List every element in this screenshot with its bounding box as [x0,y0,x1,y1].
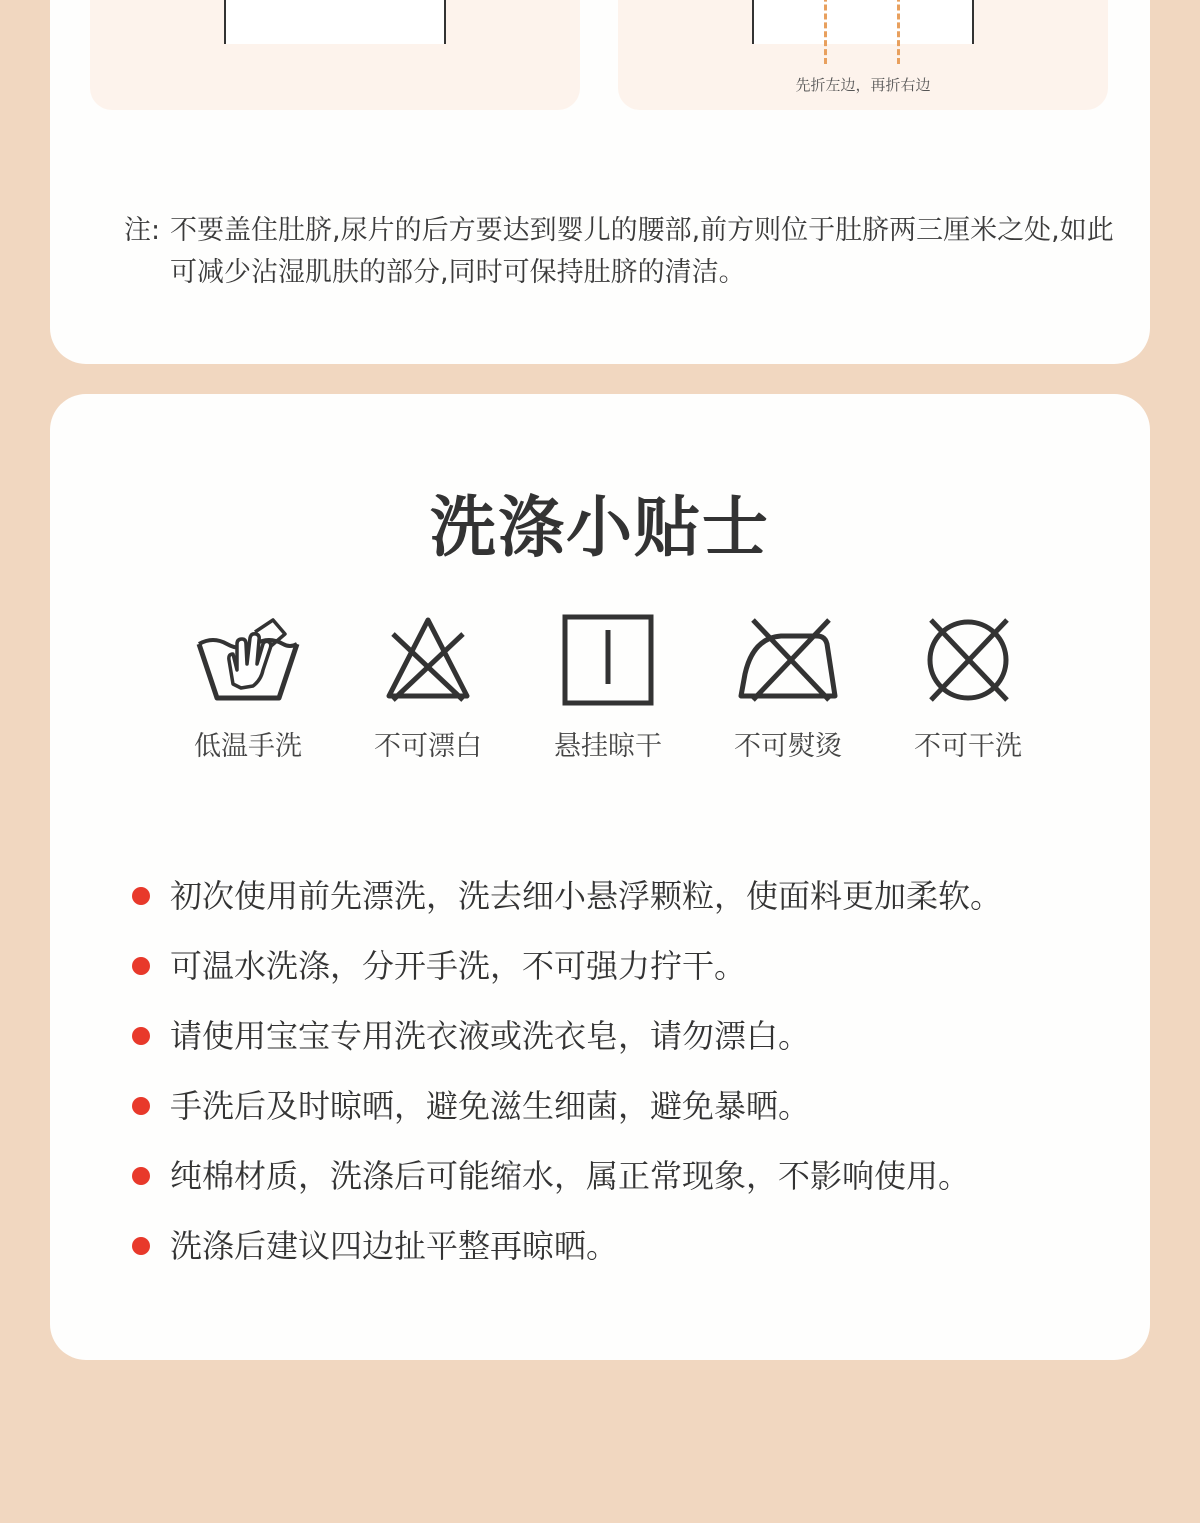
list-item [132,1004,1112,1074]
fold-step-panel-right [618,0,1108,110]
note-body: 不要盖住肚脐,尿片的后方要达到婴儿的腰部,前方则位于肚脐两三厘米之处,如此可减少沾湿肌肤的部分,同时可保持肚脐的清洁。 [170,215,1114,288]
bullet-dot [132,1167,150,1185]
section-title: 洗涤小贴士 [430,489,770,566]
hand-wash-icon [193,614,303,706]
bullet-dot [132,887,150,905]
care-symbol-line-dry [538,614,678,763]
no-bleach-icon [373,614,483,706]
tip-text: 请使用宝宝专用洗衣液或洗衣皂，请勿漂白。 [170,1017,811,1055]
no-iron-icon [733,614,843,706]
line-dry-icon [553,614,663,706]
bullet-dot [132,1237,150,1255]
no-dry-clean-icon [913,614,1023,706]
tip-text: 纯棉材质，洗涤后可能缩水，属正常现象，不影响使用。 [170,1157,971,1195]
diaper-fold-illustration [752,0,974,44]
care-label-hand-wash: 低温手洗 [194,731,302,762]
note-text [124,210,1114,294]
bullet-dot [132,957,150,975]
care-symbol-no-dry-clean [898,614,1038,763]
list-item [132,1214,1112,1284]
care-label-no-bleach: 不可漂白 [374,731,482,762]
fold-caption: 先折左边，再折右边 [795,76,931,94]
note-prefix: 注: [124,215,161,246]
bullet-dot [132,1027,150,1045]
wash-tips-card [50,394,1150,1360]
list-item [132,1144,1112,1214]
care-symbol-no-iron [718,614,858,763]
diaper-illustration [224,0,446,44]
tip-text: 初次使用前先漂洗，洗去细小悬浮颗粒，使面料更加柔软。 [170,877,1003,915]
diaper-guide-card [50,0,1150,364]
care-symbols [178,614,1038,774]
tip-text: 可温水洗涤，分开手洗，不可强力拧干。 [170,947,747,985]
tip-text: 洗涤后建议四边扯平整再晾晒。 [170,1227,619,1265]
care-label-line-dry: 悬挂晾干 [554,731,662,762]
bullet-dot [132,1097,150,1115]
fold-line-left [824,0,827,64]
list-item [132,934,1112,1004]
list-item [132,1074,1112,1144]
care-label-no-dry-clean: 不可干洗 [914,731,1022,762]
care-label-no-iron: 不可熨烫 [734,731,842,762]
care-symbol-no-bleach [358,614,498,763]
wash-tips-list [132,864,1112,1284]
tip-text: 手洗后及时晾晒，避免滋生细菌，避免暴晒。 [170,1087,811,1125]
fold-line-right [897,0,900,64]
care-symbol-hand-wash [178,614,318,763]
fold-step-panel-left [90,0,580,110]
list-item [132,864,1112,934]
